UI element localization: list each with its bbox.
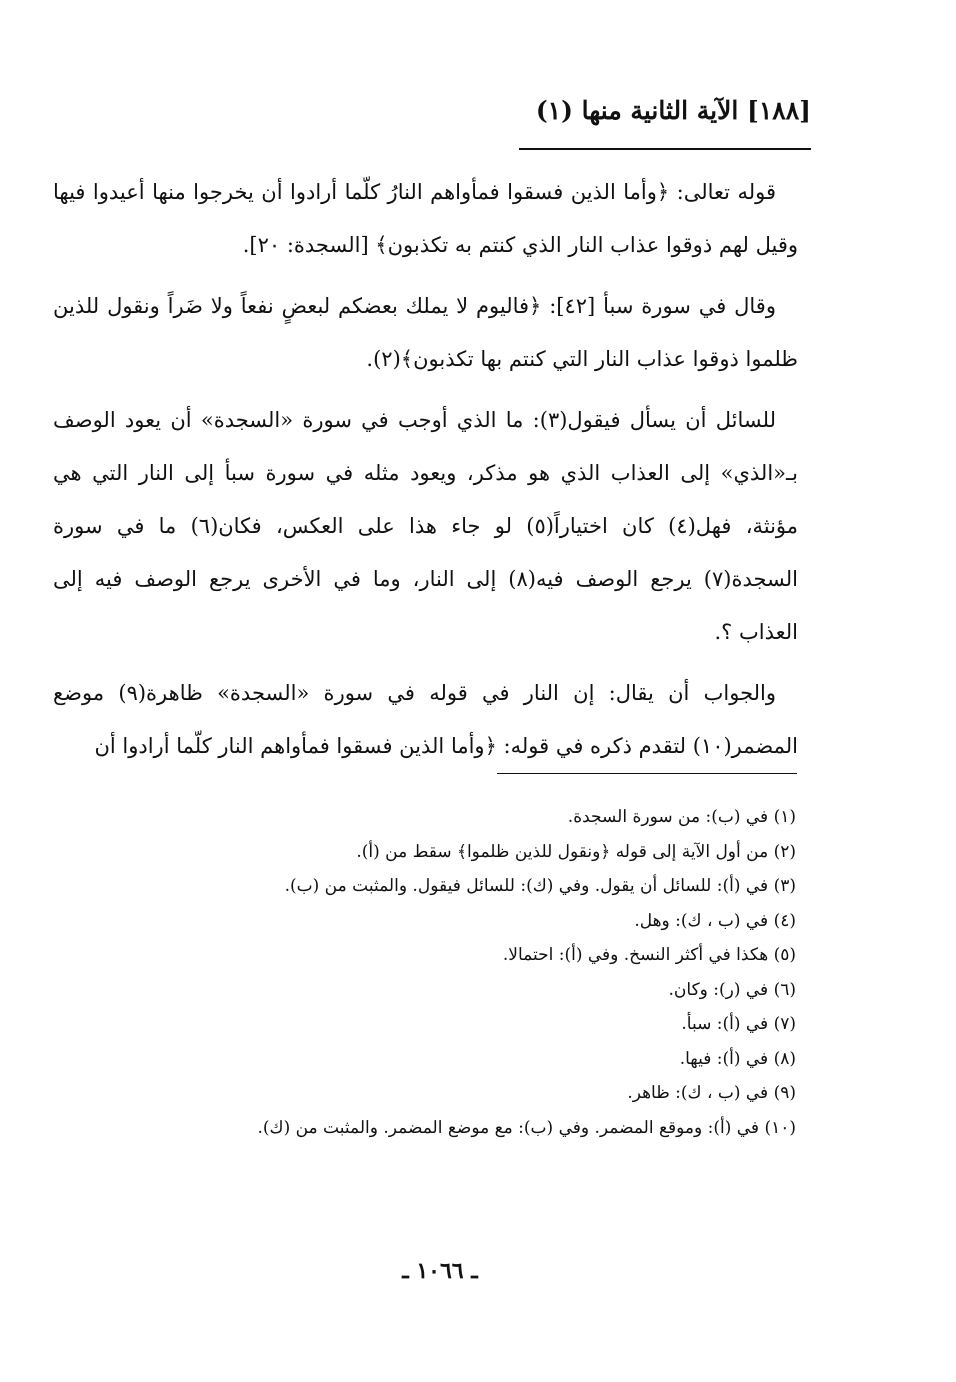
paragraph: والجواب أن يقال: إن النار في قوله في سورة «السجدة» ظاهرة(٩) موضع المضمر(١٠) لتقدم ذكره في قوله: ﴿وأما الذين فسقوا فمأواهم النار كلّما أرادوا أن (53, 681, 798, 758)
paragraph: قوله تعالى: ﴿وأما الذين فسقوا فمأواهم النارُ كلّما أرادوا أن يخرجوا منها أعيدوا فيها وقيل لهم ذوقوا عذاب النار الذي كنتم به تكذبون﴾ [السجدة: ٢٠]. (53, 180, 798, 257)
paragraph: للسائل أن يسأل فيقول(٣): ما الذي أوجب في سورة «السجدة» أن يعود الوصف بـ«الذي» إلى العذاب الذي هو مذكر، ويعود مثله في سورة سبأ إلى النار التي هي مؤنثة، فهل(٤) كان اختياراً(٥) لو جاء هذا على العكس، فكان(٦) ما في سورة السجدة(٧) يرجع الوصف فيه(٨) إلى النار، وما في الأخرى يرجع الوصف فيه إلى العذاب ؟. (53, 408, 799, 644)
footnote: (٥) هكذا في أكثر النسخ. وفي (أ): احتمالا. (502, 945, 796, 965)
section-heading: [١٨٨] الآية الثانية منها (١) (535, 96, 811, 125)
main-text (53, 166, 798, 781)
footnote-separator (497, 773, 797, 774)
footnote: (٧) في (أ): سبأ. (681, 1014, 796, 1034)
heading-underline (519, 148, 811, 150)
footnote: (٦) في (ر): وكان. (668, 979, 796, 1000)
footnotes-list (176, 800, 796, 1145)
footnote: (٩) في (ب ، ك): ظاهر. (627, 1083, 796, 1103)
footnote: (٨) في (أ): فيها. (679, 1048, 796, 1069)
paragraph: وقال في سورة سبأ [٤٢]: ﴿فاليوم لا يملك بعضكم لبعضٍ نفعاً ولا ضَراً ونقول للذين ظلموا ذوقوا عذاب النار التي كنتم بها تكذبون﴾(٢). (53, 294, 798, 371)
footnote: (٤) في (ب ، ك): وهل. (634, 910, 796, 931)
footnote: (٢) من أول الآية إلى قوله ﴿ونقول للذين ظلموا﴾ سقط من (أ). (356, 841, 796, 862)
page-number: ـ ١٠٦٦ ـ (402, 1258, 478, 1284)
footnote: (١٠) في (أ): وموقع المضمر. وفي (ب): مع موضع المضمر. والمثبت من (ك). (257, 1117, 796, 1138)
footnote: (١) في (ب): من سورة السجدة. (567, 807, 796, 827)
footnote: (٣) في (أ): للسائل أن يقول. وفي (ك): للسائل فيقول. والمثبت من (ب). (284, 876, 796, 896)
